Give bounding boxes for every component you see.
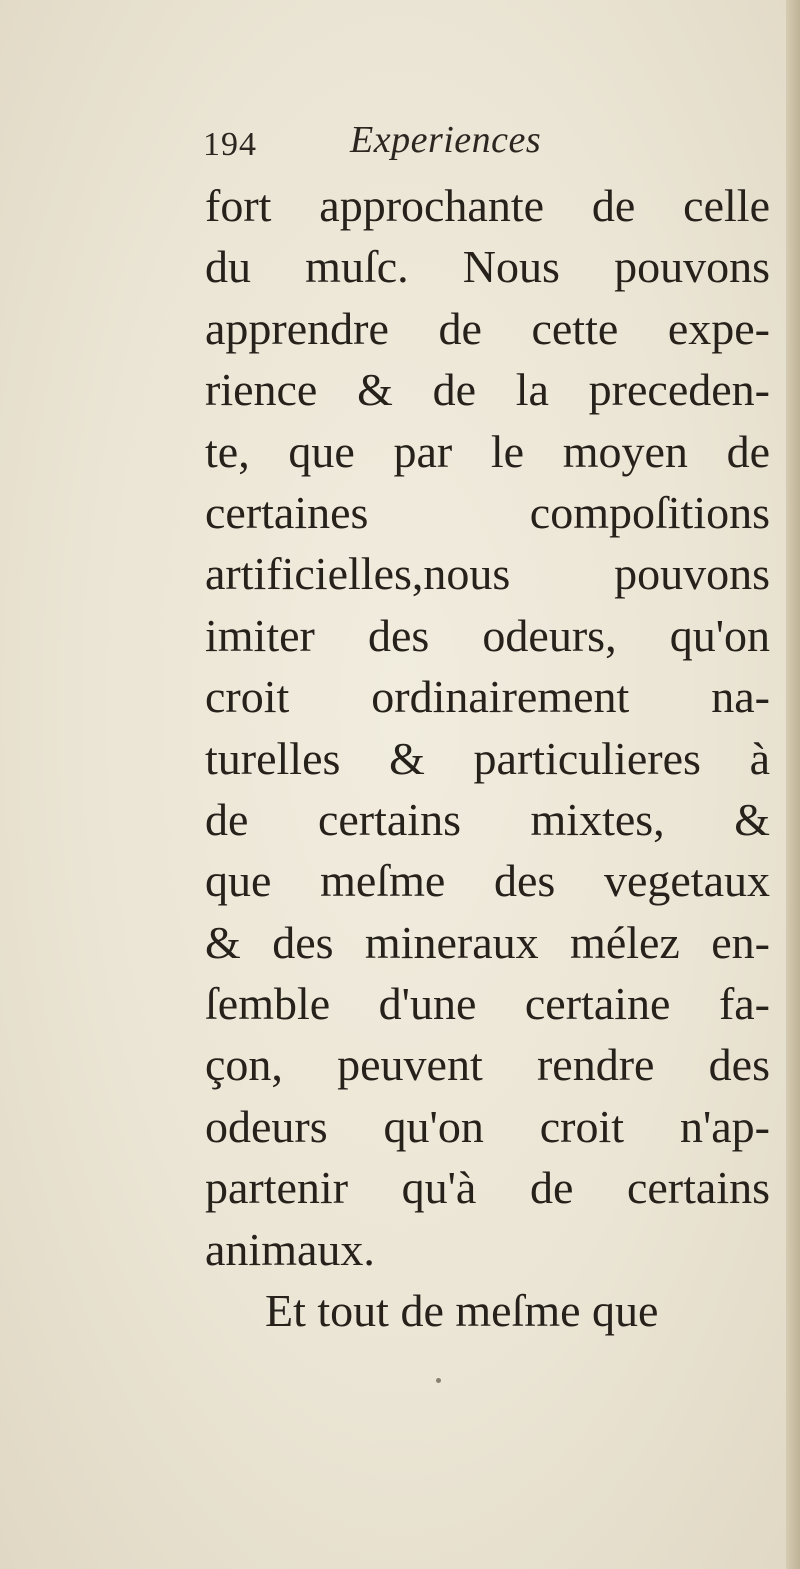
text-line: ſemble d'une certaine fa- [205, 978, 770, 1030]
text-line: & des mineraux mélez en- [205, 916, 770, 968]
text-line: certaines compoſitions [205, 486, 770, 538]
running-head: Experiences [350, 119, 542, 161]
page-edge [786, 0, 800, 1569]
text-line: imiter des odeurs, qu'on [205, 609, 770, 661]
text-line: odeurs qu'on croit n'ap- [205, 1100, 770, 1152]
paper-speck [436, 1378, 441, 1383]
text-line: turelles & particulieres à [205, 732, 770, 784]
text-line: artificielles,nous pouvons [205, 548, 770, 600]
body-text [205, 175, 770, 1341]
text-line: çon, peuvent rendre des [205, 1039, 770, 1091]
text-line: de certains mixtes, & [205, 793, 770, 845]
text-line: apprendre de cette expe- [205, 302, 770, 354]
page-number: 194 [203, 126, 257, 163]
text-line-last: animaux. [205, 1223, 375, 1275]
text-line: rience & de la preceden- [205, 364, 770, 416]
text-line: du muſc. Nous pouvons [205, 241, 770, 293]
text-line: que meſme des vegetaux [205, 855, 770, 907]
text-line: partenir qu'à de certains [205, 1162, 770, 1214]
text-line: croit ordinairement na- [205, 671, 770, 723]
catchword-line: Et tout de meſme que [265, 1285, 659, 1337]
text-line: fort approchante de celle [205, 180, 770, 231]
page-header [203, 118, 763, 168]
text-line: te, que par le moyen de [205, 425, 770, 477]
